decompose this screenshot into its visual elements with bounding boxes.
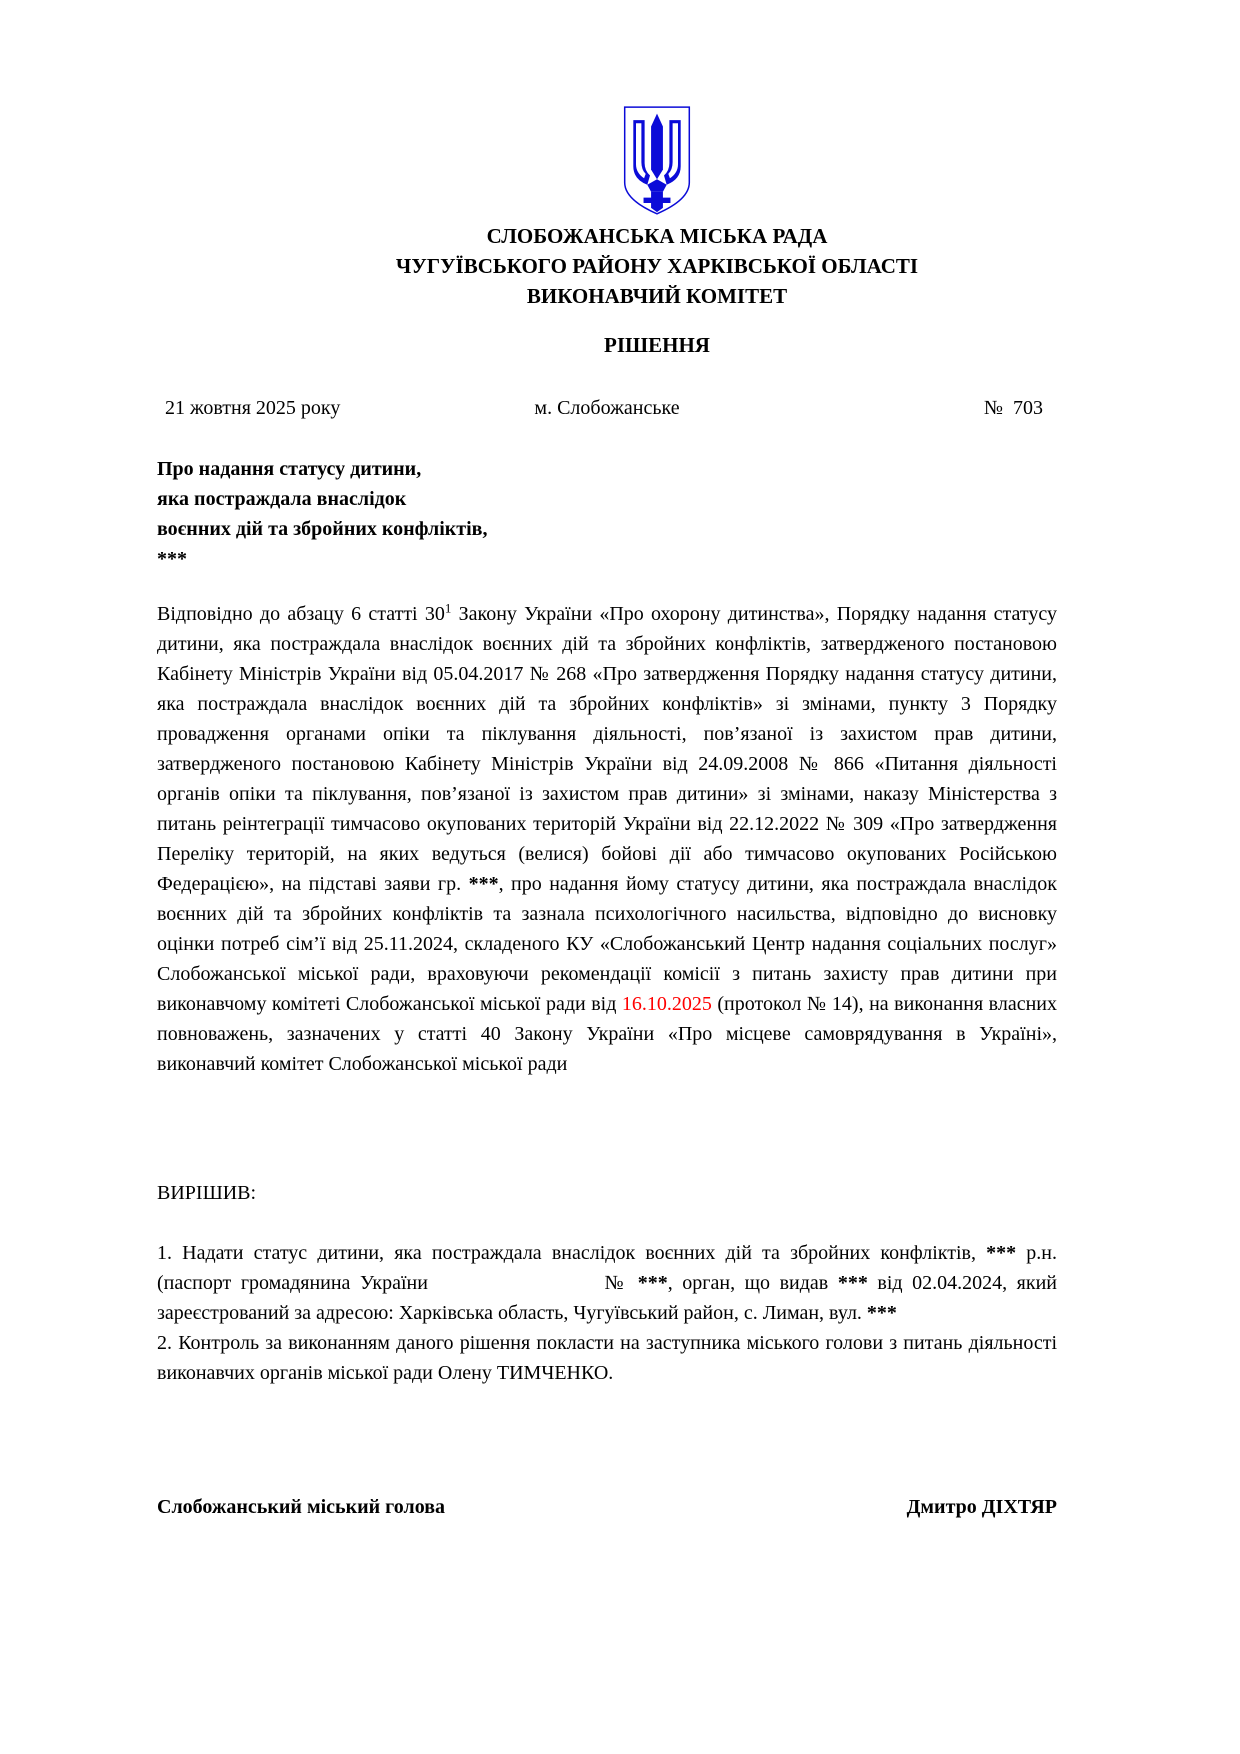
org-name-line-3: ВИКОНАВЧИЙ КОМІТЕТ <box>526 284 788 308</box>
subject-block <box>157 454 1057 574</box>
redacted-stars: *** <box>866 1302 897 1324</box>
item1-text: р.н. (паспорт громадянина України <box>157 1242 1058 1294</box>
preamble-text: Відповідно до абзацу 6 статті 30 <box>157 603 445 625</box>
redacted-stars: *** <box>637 1272 668 1294</box>
preamble-text: Закону України «Про охорону дитинства», Порядку надання статусу дитини, яка постраждала внаслідок воєнних дій та збройних конфліктів, затвердженого постановою Кабінету Міністрів України від 05.04.2017 № 268 «Про затвердження Порядку надання статусу дитини, яка постраждала внаслідок воєнних дій та збройних конфліктів» зі змінами, пункту 3 Порядку провадження органами опіки та піклування діяльності, пов’язаної із захистом прав дитини, затвердженого постановою Кабінету Міністрів України від 24.09.2008 № 866 «Питання діяльності органів опіки та піклування, пов’язаної із захистом прав дитини» зі змінами, наказу Міністерства з питань реінтеграції тимчасово окупованих територій України від 22.12.2022 № 309 «Про затвердження Переліку територій, на яких ведуться (велися) бойові дії або тимчасово окупованих Російською Федерацією», на підставі заяви гр. <box>157 603 1057 895</box>
item1-text: , орган, що видав <box>667 1272 838 1294</box>
preamble-paragraph <box>157 599 1057 1079</box>
subject-line: яка постраждала внаслідок <box>157 488 407 510</box>
subject-line: воєнних дій та збройних конфліктів, <box>157 518 488 540</box>
item1-text: від 02.04.2024, який зареєстрований за адресою: Харківська область, Чугуївський район, с. Лиман, вул. <box>157 1272 1057 1324</box>
org-name-line-1: СЛОБОЖАНСЬКА МІСЬКА РАДА <box>486 224 828 248</box>
preamble-text: (протокол № 14), на виконання власних повноважень, зазначених у статті 40 Закону України «Про місцеве самоврядування в Україні», виконавчий комітет Слобожанської міської ради <box>157 993 1057 1075</box>
resolution-item-1 <box>157 1238 1057 1328</box>
signature-title: Слобожанський міський голова <box>157 1496 445 1518</box>
item1-text: № <box>599 1272 638 1294</box>
doc-type-title: РІШЕННЯ <box>604 333 710 357</box>
preamble-text: , про надання йому статусу дитини, яка постраждала внаслідок воєнних дій та збройних конфліктів та зазнала психологічного насильства, відповідно до висновку оцінки потреб сім’ї від 25.11.2024, складеного КУ «Слобожанський Центр надання соціальних послуг» Слобожанської міської ради, враховуючи рекомендації комісії з питань захисту прав дитини при виконавчому комітеті Слобожанської міської ради від <box>157 873 1057 1015</box>
doc-place: м. Слобожанське <box>534 397 680 419</box>
article-superscript: 1 <box>444 600 452 616</box>
redacted-stars: *** <box>468 873 499 895</box>
document-content <box>157 105 1057 1522</box>
doc-number: № 703 <box>983 397 1043 419</box>
letterhead <box>207 105 1107 311</box>
item1-text: 1. Надати статус дитини, яка постраждала внаслідок воєнних дій та збройних конфліктів, <box>157 1242 987 1264</box>
ukraine-trident-icon <box>616 105 698 217</box>
doc-date: 21 жовтня 2025 року <box>165 397 341 419</box>
resolved-heading: ВИРІШИВ: <box>157 1182 257 1204</box>
protocol-date-red: 16.10.2025 <box>621 993 712 1015</box>
redacted-stars: *** <box>837 1272 868 1294</box>
resolution-item-2: 2. Контроль за виконанням даного рішення покласти на заступника міського голови з питань діяльності виконавчих органів міської ради Олену ТИМЧЕНКО. <box>157 1332 1057 1384</box>
subject-redaction-stars: *** <box>157 548 187 570</box>
signature-name: Дмитро ДІХТЯР <box>906 1496 1057 1518</box>
meta-row <box>157 393 1057 423</box>
subject-line: Про надання статусу дитини, <box>157 458 422 480</box>
org-name-line-2: ЧУГУЇВСЬКОГО РАЙОНУ ХАРКІВСЬКОЇ ОБЛАСТІ <box>395 254 919 278</box>
redacted-stars: *** <box>986 1242 1017 1264</box>
signature-row <box>157 1492 1057 1522</box>
